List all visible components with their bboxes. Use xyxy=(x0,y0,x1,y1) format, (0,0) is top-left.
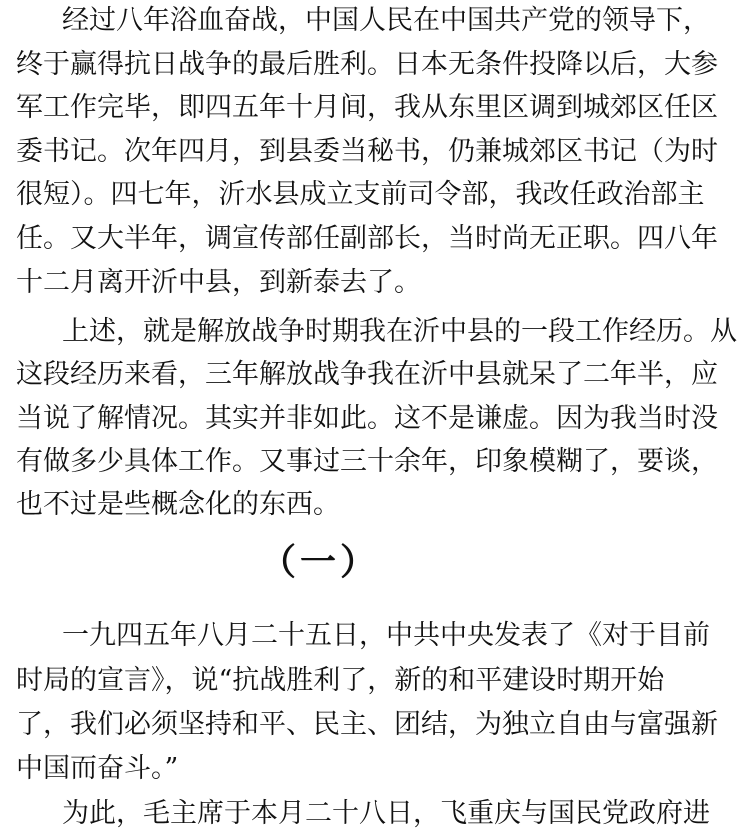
paragraph-2-line-3: 当说了解情况。其实并非如此。这不是谦虚。因为我当时没 xyxy=(16,403,718,434)
paragraph-1-line-4: 委书记。次年四月，到县委当秘书，仍兼城郊区书记（为时 xyxy=(16,136,718,167)
paragraph-1-line-5: 很短）。四七年，沂水县成立支前司令部，我改任政治部主 xyxy=(16,179,705,210)
paragraph-1-line-3: 军工作完毕，即四五年十月间，我从东里区调到城郊区任区 xyxy=(16,92,718,123)
paragraph-1-line-1: 经过八年浴血奋战，中国人民在中国共产党的领导下， xyxy=(62,5,710,36)
paragraph-2-line-4: 有做多少具体工作。又事过三十余年，印象模糊了，要谈， xyxy=(16,446,718,477)
paragraph-4-line-1: 为此，毛主席于本月二十八日，飞重庆与国民党政府进 xyxy=(62,798,710,829)
paragraph-2-line-5: 也不过是些概念化的东西。 xyxy=(16,489,340,520)
paragraph-1-line-6: 任。又大半年，调宣传部任副部长，当时尚无正职。四八年 xyxy=(16,223,718,254)
section-heading: （一） xyxy=(259,541,380,583)
paragraph-3-line-4: 中国而奋斗。” xyxy=(16,753,179,784)
paragraph-3-line-2: 时局的宣言》，说“抗战胜利了，新的和平建设时期开始 xyxy=(16,665,665,696)
paragraph-3-line-1: 一九四五年八月二十五日，中共中央发表了《对于目前 xyxy=(62,620,710,651)
paragraph-1-line-2: 终于赢得抗日战争的最后胜利。日本无条件投降以后，大参 xyxy=(16,49,718,80)
paragraph-2-line-2: 这段经历来看，三年解放战争我在沂中县就呆了二年半，应 xyxy=(16,359,718,390)
paragraph-1-line-7: 十二月离开沂中县，到新泰去了。 xyxy=(16,267,421,298)
paragraph-2-line-1: 上述，就是解放战争时期我在沂中县的一段工作经历。从 xyxy=(62,316,737,347)
paragraph-3-line-3: 了，我们必须坚持和平、民主、团结，为独立自由与富强新 xyxy=(16,709,718,740)
